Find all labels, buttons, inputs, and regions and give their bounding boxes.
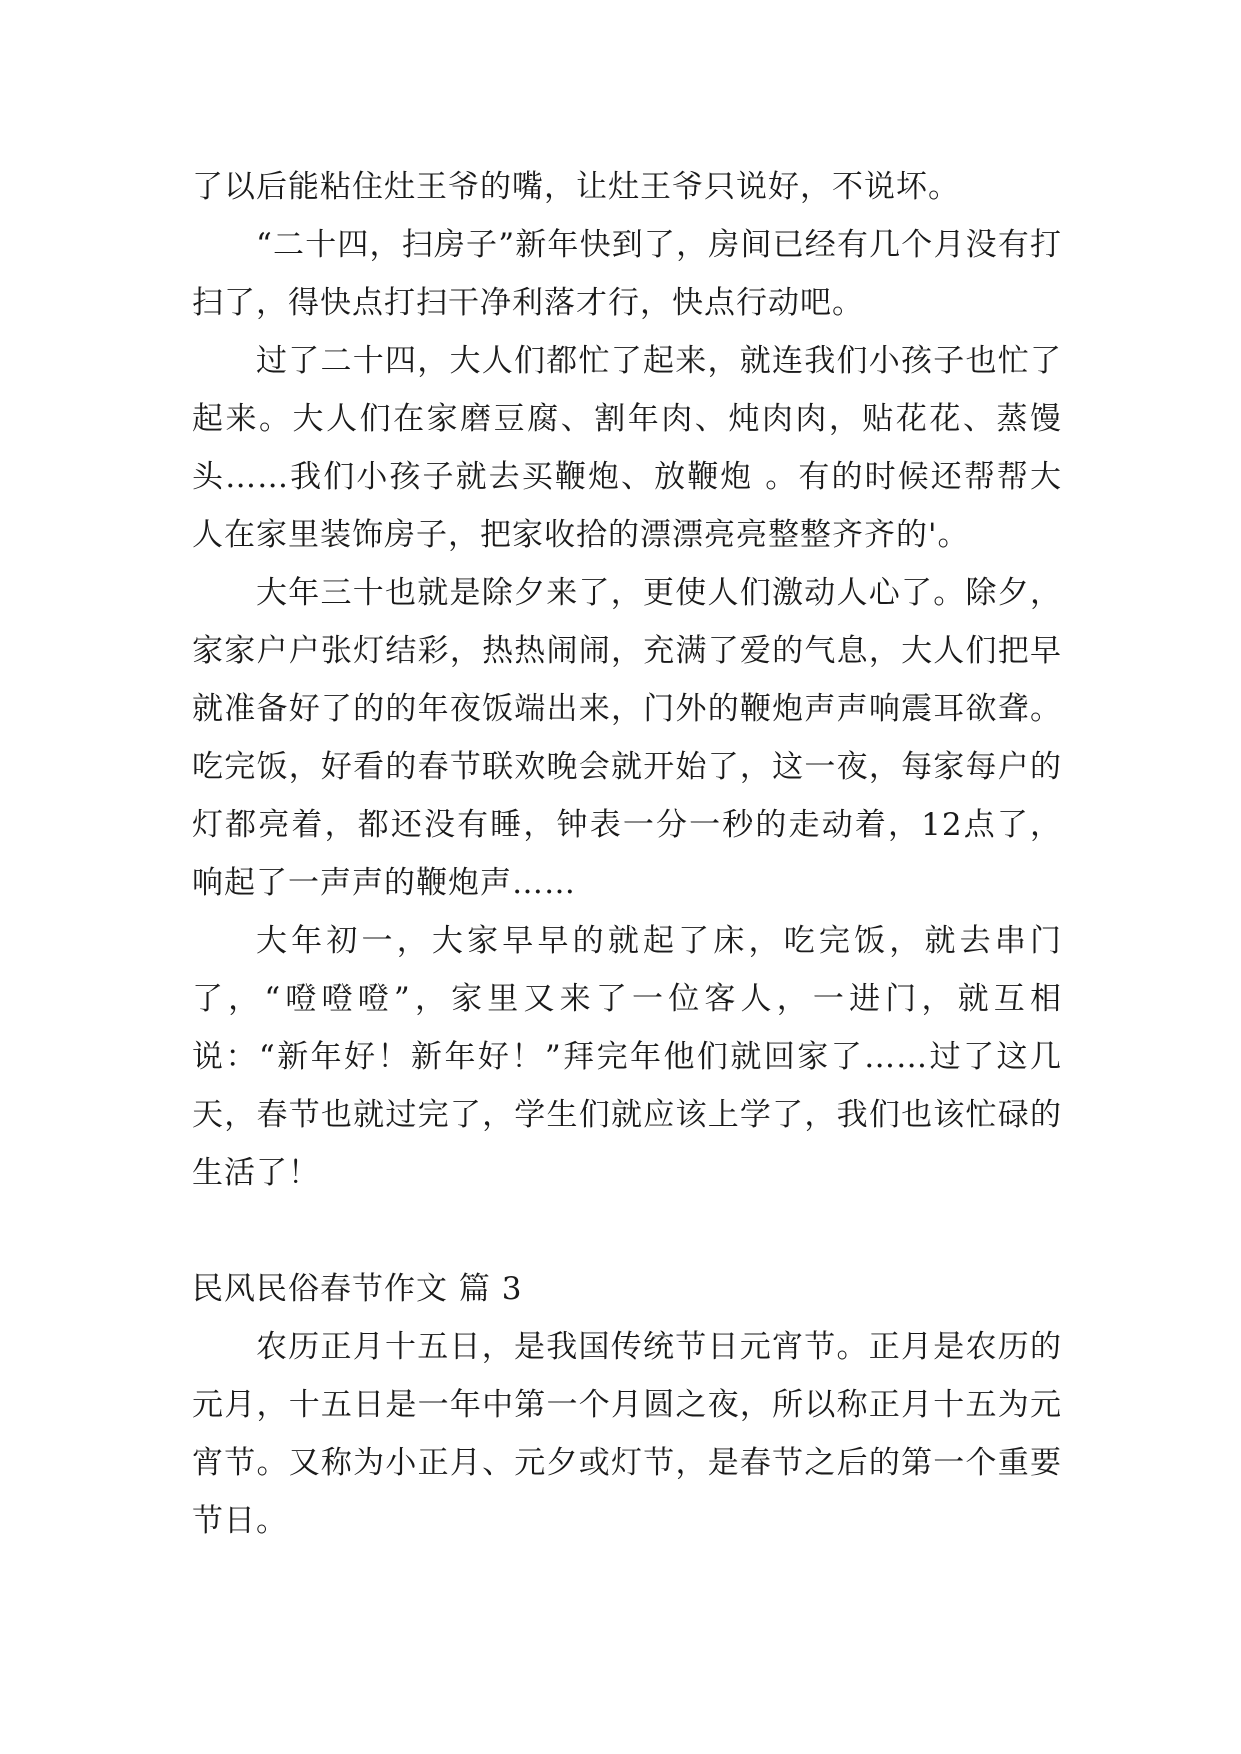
paragraph-after-twenty-fourth: 过了二十四，大人们都忙了起来，就连我们小孩子也忙了起来。大人们在家磨豆腐、割年肉、炖肉肉，贴花花、蒸馒头……我们小孩子就去买鞭炮、放鞭炮 。有的时候还帮帮大人在家里装饰房子，把家收拾的漂漂亮亮整整齐齐的'。 <box>192 343 1062 553</box>
paragraph-sweeping-house: “二十四，扫房子”新年快到了，房间已经有几个月没有打扫了，得快点打扫干净利落才行，快点行动吧。 <box>192 227 1062 321</box>
paragraph-continuation: 了以后能粘住灶王爷的嘴，让灶王爷只说好，不说坏。 <box>192 169 960 205</box>
paragraph-new-years-eve: 大年三十也就是除夕来了，更使人们激动人心了。除夕，家家户户张灯结彩，热热闹闹，充满了爱的气息，大人们把早就准备好了的的年夜饭端出来，门外的鞭炮声声响震耳欲聋。吃完饭，好看的春节联欢晚会就开始了，这一夜，每家每户的灯都亮着，都还没有睡，钟表一分一秒的走动着，12点了，响起了一声声的鞭炮声…… <box>192 575 1062 901</box>
paragraph-lantern-festival: 农历正月十五日，是我国传统节日元宵节。正月是农历的元月，十五日是一年中第一个月圆之夜，所以称正月十五为元宵节。又称为小正月、元夕或灯节，是春节之后的第一个重要节日。 <box>192 1329 1062 1539</box>
section-heading: 民风民俗春节作文 篇 3 <box>192 1271 523 1307</box>
paragraph-new-years-day: 大年初一，大家早早的就起了床，吃完饭，就去串门了，“噔噔噔”，家里又来了一位客人，一进门，就互相说：“新年好！新年好！”拜完年他们就回家了……过了这几天，春节也就过完了，学生们就应该上学了，我们也该忙碌的生活了！ <box>192 923 1062 1191</box>
document-body <box>192 158 1062 1550</box>
